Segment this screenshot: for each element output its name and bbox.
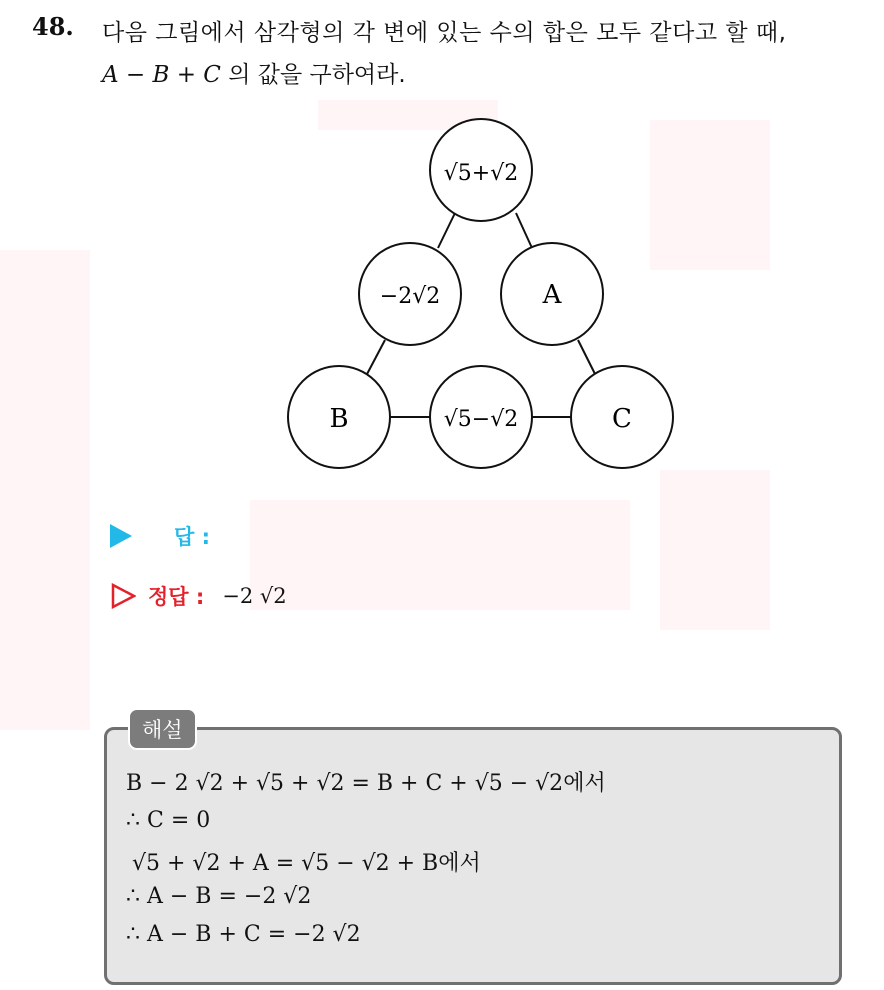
edge-right-bottom	[578, 340, 596, 376]
question-number: 48.	[32, 12, 74, 41]
question-text-rest: 의 값을 구하여라.	[228, 62, 406, 88]
correct-answer-label: 정답 :	[148, 585, 205, 609]
solution-line-3	[132, 846, 481, 877]
node-bottom-right-label: C	[612, 404, 632, 434]
solution-tab: 해설	[128, 708, 197, 750]
question-expression: A − B + C	[102, 62, 221, 88]
node-top-label: √5+√2	[443, 161, 519, 186]
node-bottom-right	[571, 366, 673, 468]
edge-top-right	[516, 213, 532, 248]
node-bottom-mid-label: √5−√2	[443, 407, 519, 432]
solution-line-1-suffix: 에서	[563, 771, 606, 796]
answer-label: 답 :	[174, 525, 210, 549]
solution-line-1	[126, 766, 606, 797]
node-right-mid	[501, 243, 603, 345]
node-bottom-mid	[430, 366, 532, 468]
solution-line-2: ∴ C = 0	[126, 808, 211, 833]
solution-line-3-suffix: 에서	[438, 851, 481, 876]
edge-top-left	[438, 213, 455, 248]
node-left-mid-label: −2√2	[379, 284, 441, 309]
edge-left-bottom	[366, 340, 385, 376]
solution-line-4: ∴ A − B = −2 √2	[126, 884, 312, 909]
play-filled-icon	[110, 524, 132, 548]
play-outline-icon	[110, 583, 136, 609]
node-top	[430, 119, 532, 221]
solution-line-5: ∴ A − B + C = −2 √2	[126, 922, 361, 947]
correct-answer-row	[110, 580, 287, 612]
node-left-mid	[359, 243, 461, 345]
node-bottom-left-label: B	[329, 404, 349, 434]
solution-line-1-expr: B − 2 √2 + √5 + √2 = B + C + √5 − √2	[126, 771, 564, 796]
node-right-mid-label: A	[542, 280, 562, 310]
node-bottom-left	[288, 366, 390, 468]
question-text-line1: 다음 그림에서 삼각형의 각 변에 있는 수의 합은 모두 같다고 할 때,	[102, 20, 787, 46]
answer-row	[110, 520, 210, 552]
solution-line-3-expr: √5 + √2 + A = √5 − √2 + B	[132, 851, 439, 876]
correct-answer-value: −2 √2	[222, 584, 287, 608]
